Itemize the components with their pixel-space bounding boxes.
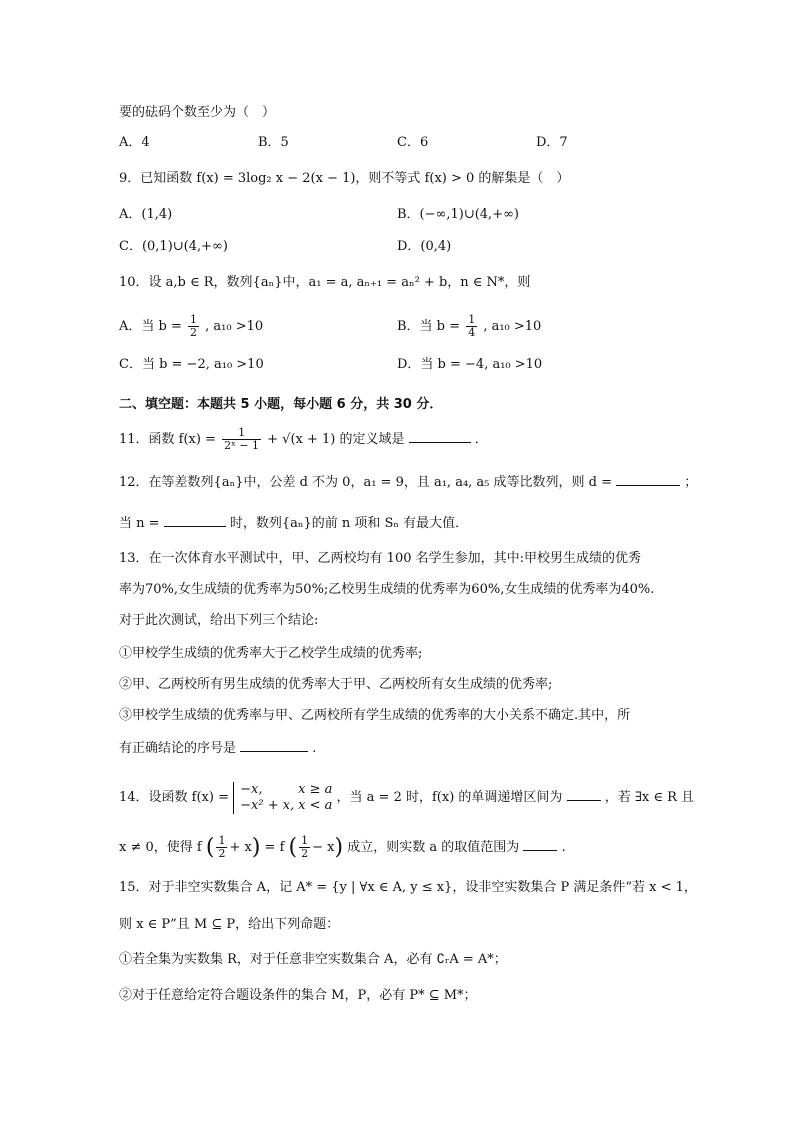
fraction-denominator: 4: [468, 326, 476, 339]
question-15-line-1: 15．对于非空实数集合 A，记 A* = {y | ∀x ∈ A, y ≤ x}，设非空实数集合 P 满足条件“若 x < 1，: [119, 880, 697, 895]
case-2-expression: −x² + x,: [240, 797, 295, 813]
question-10-stem: 10．设 a,b ∈ R，数列{aₙ}中，a₁ = a, aₙ₊₁ = aₙ² + b，n ∈ N*，则: [119, 275, 531, 290]
q13-last-suffix: .: [312, 741, 317, 756]
fraction-denominator: 2ˣ − 1: [224, 439, 260, 452]
q10-option-a: [119, 314, 263, 339]
q12-blank-d: [616, 471, 680, 486]
question-13-line: 13．在一次体育水平测试中，甲、乙两校均有 100 名学生参加，其中:甲校男生成绩的优秀: [119, 551, 642, 566]
q10-option-b-prefix: B．当 b =: [397, 319, 461, 334]
q10-option-a-fraction: [188, 314, 199, 339]
q10-option-a-suffix: , a₁₀ >10: [205, 319, 264, 334]
case-1-expression: −x,: [240, 781, 263, 797]
left-paren: (: [205, 834, 215, 860]
question-13-statement-3: ③甲校学生成绩的优秀率与甲、乙两校所有学生成绩的优秀率的大小关系不确定.其中，所: [119, 708, 631, 723]
question-14-line-1: [119, 780, 694, 816]
question-13-last-line: [119, 737, 316, 759]
question-15-statement-2: ②对于任意给定符合题设条件的集合 M，P，必有 P* ⊆ M*；: [119, 988, 477, 1003]
q14-fraction-1: [216, 835, 227, 860]
q12-line2-prefix: 当 n =: [119, 516, 160, 531]
fraction-numerator: 1: [222, 427, 261, 440]
fraction-denominator: 2: [218, 847, 226, 860]
q14-prefix: 14．设函数 f(x) =: [119, 790, 229, 805]
fraction-numerator: 1: [218, 834, 226, 847]
fraction-denominator: 2: [301, 847, 309, 860]
q10-option-b-suffix: , a₁₀ >10: [483, 319, 542, 334]
question-13-line: 率为70%,女生成绩的优秀率为50%;乙校男生成绩的优秀率为60%,女生成绩的优秀率为40%.: [119, 582, 655, 597]
q14-piecewise: [233, 782, 332, 814]
q12-line1-end: ；: [684, 475, 698, 490]
q10-option-c: C．当 b = −2, a₁₀ >10: [119, 357, 264, 372]
right-paren: ): [334, 834, 344, 860]
question-8-tail: 要的砝码个数至少为（ ）: [119, 105, 276, 120]
q10-option-a-prefix: A．当 b =: [119, 319, 182, 334]
q14-middle: ，当 a = 2 时，f(x) 的单调递增区间为: [336, 790, 563, 805]
q9-option-d: D．(0,4): [397, 239, 452, 254]
q8-option-b: B．5: [258, 135, 289, 150]
fraction-numerator: 1: [190, 313, 198, 326]
q11-fraction: [222, 427, 261, 452]
q11-prefix: 11．函数 f(x) =: [119, 432, 216, 447]
q8-option-c: C．6: [397, 135, 429, 150]
fraction-numerator: 1: [301, 834, 309, 847]
question-11: [119, 427, 488, 452]
q14-line2-prefix: x ≠ 0，使得 f: [119, 840, 202, 855]
question-13-statement-1: ①甲校学生成绩的优秀率大于乙校学生成绩的优秀率;: [119, 646, 423, 661]
q9-option-c: C．(0,1)∪(4,+∞): [119, 239, 228, 254]
q12-blank-n: [164, 512, 226, 527]
question-15-line-2: 则 x ∈ P”且 M ⊆ P，给出下列命题：: [119, 917, 340, 932]
q14-plus-x: + x: [229, 840, 252, 855]
case-1-condition: x ≥ a: [298, 781, 333, 797]
q13-last-prefix: 有正确结论的序号是: [119, 741, 237, 756]
q11-suffix: ．: [474, 432, 488, 447]
q11-answer-blank: [409, 428, 471, 443]
question-9-stem: 9．已知函数 f(x) = 3log₂ x − 2(x − 1)，则不等式 f(x) > 0 的解集是（ ）: [119, 171, 570, 186]
q12-line1-text: 12．在等差数列{aₙ}中，公差 d 不为 0，a₁ = 9，且 a₁, a₄, a₅ 成等比数列，则 d =: [119, 475, 612, 490]
q8-option-d: D．7: [536, 135, 568, 150]
question-15-statement-1: ①若全集为实数集 R，对于任意非空实数集合 A，必有 ∁ᵣA = A*；: [119, 952, 507, 967]
q11-middle: + √(x + 1) 的定义域是: [267, 432, 405, 447]
question-13-line: 对于此次测试，给出下列三个结论:: [119, 613, 319, 628]
q9-option-b: B．(−∞,1)∪(4,+∞): [397, 207, 519, 222]
q14-fraction-2: [299, 835, 310, 860]
question-13-statement-2: ②甲、乙两校所有男生成绩的优秀率大于甲、乙两校所有女生成绩的优秀率;: [119, 677, 553, 692]
case-2-condition: x < a: [298, 797, 333, 813]
left-paren: (: [288, 834, 298, 860]
q13-answer-blank: [240, 737, 308, 752]
right-paren: ): [251, 834, 261, 860]
q14-line2-middle: 成立，则实数 a 的取值范围为: [347, 840, 520, 855]
fraction-denominator: 2: [190, 326, 198, 339]
q9-option-a: A．(1,4): [119, 207, 173, 222]
q14-blank-range: [523, 836, 557, 851]
q14-minus-x: − x: [312, 840, 335, 855]
section-2-heading: 二、填空题：本题共 5 小题，每小题 6 分，共 30 分．: [119, 397, 443, 412]
q14-equals-f: = f: [264, 840, 285, 855]
q14-middle-2: ，若 ∃x ∈ R 且: [604, 790, 695, 805]
q8-option-a: A．4: [119, 135, 150, 150]
q14-line2-end: .: [561, 840, 566, 855]
question-12-line-1: [119, 471, 697, 493]
q10-option-b: [397, 314, 541, 339]
question-12-line-2: [119, 512, 468, 534]
question-14-line-2: [119, 830, 566, 866]
q10-option-d: D．当 b = −4, a₁₀ >10: [397, 357, 543, 372]
q12-line2-suffix: 时，数列{aₙ}的前 n 项和 Sₙ 有最大值．: [229, 516, 469, 531]
fraction-numerator: 1: [468, 313, 476, 326]
q14-blank-interval: [567, 786, 601, 801]
q10-option-b-fraction: [466, 314, 477, 339]
